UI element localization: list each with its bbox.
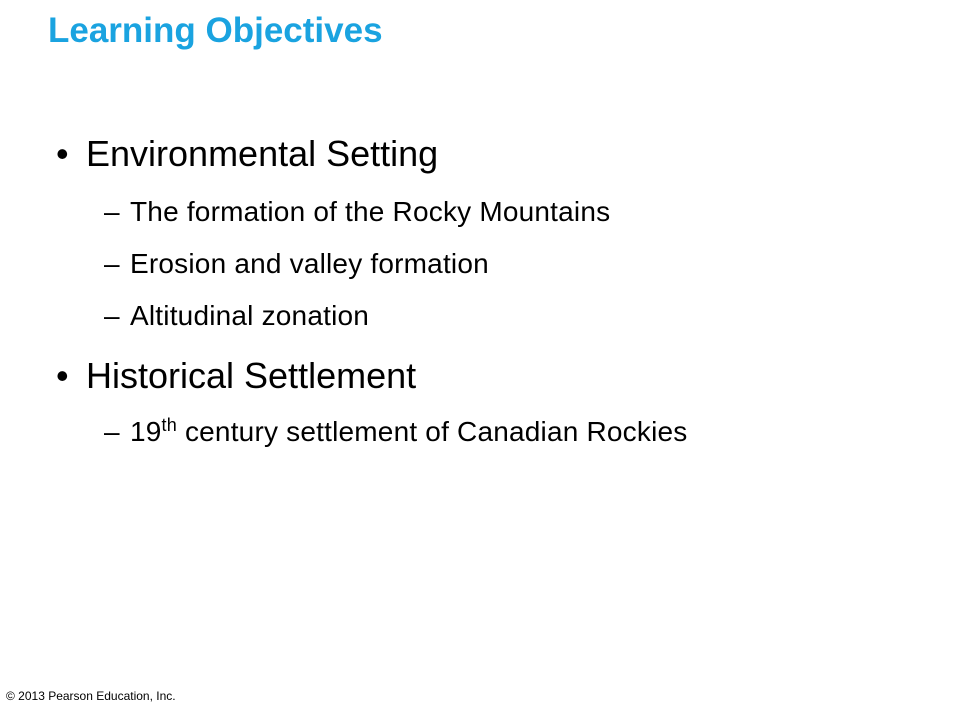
sub-item-text: The formation of the Rocky Mountains bbox=[130, 196, 611, 227]
bullet-text: Environmental Setting bbox=[86, 133, 439, 174]
sub-item-text: Erosion and valley formation bbox=[130, 248, 489, 279]
bullet-icon: • bbox=[56, 355, 69, 396]
slide-title: Learning Objectives bbox=[48, 11, 383, 50]
sub-item-rocky-mountains bbox=[104, 194, 610, 230]
dash-icon: – bbox=[104, 196, 120, 227]
sub-item-settlement bbox=[104, 414, 687, 450]
bullet-text: Historical Settlement bbox=[86, 355, 417, 396]
sub-item-text: Altitudinal zonation bbox=[130, 300, 370, 331]
bullet-icon: • bbox=[56, 133, 69, 174]
dash-icon: – bbox=[104, 416, 120, 447]
bullet-item-historical-settlement bbox=[56, 354, 416, 398]
bullet-item-environmental-setting bbox=[56, 132, 438, 176]
ordinal-suffix: th bbox=[161, 415, 177, 435]
sub-item-text: century settlement of Canadian Rockies bbox=[176, 416, 688, 447]
sub-item-altitudinal-zonation bbox=[104, 298, 369, 334]
sub-item-number: 19 bbox=[130, 416, 162, 447]
copyright-footer: © 2013 Pearson Education, Inc. bbox=[6, 689, 176, 703]
sub-item-erosion bbox=[104, 246, 489, 282]
dash-icon: – bbox=[104, 248, 120, 279]
dash-icon: – bbox=[104, 300, 120, 331]
